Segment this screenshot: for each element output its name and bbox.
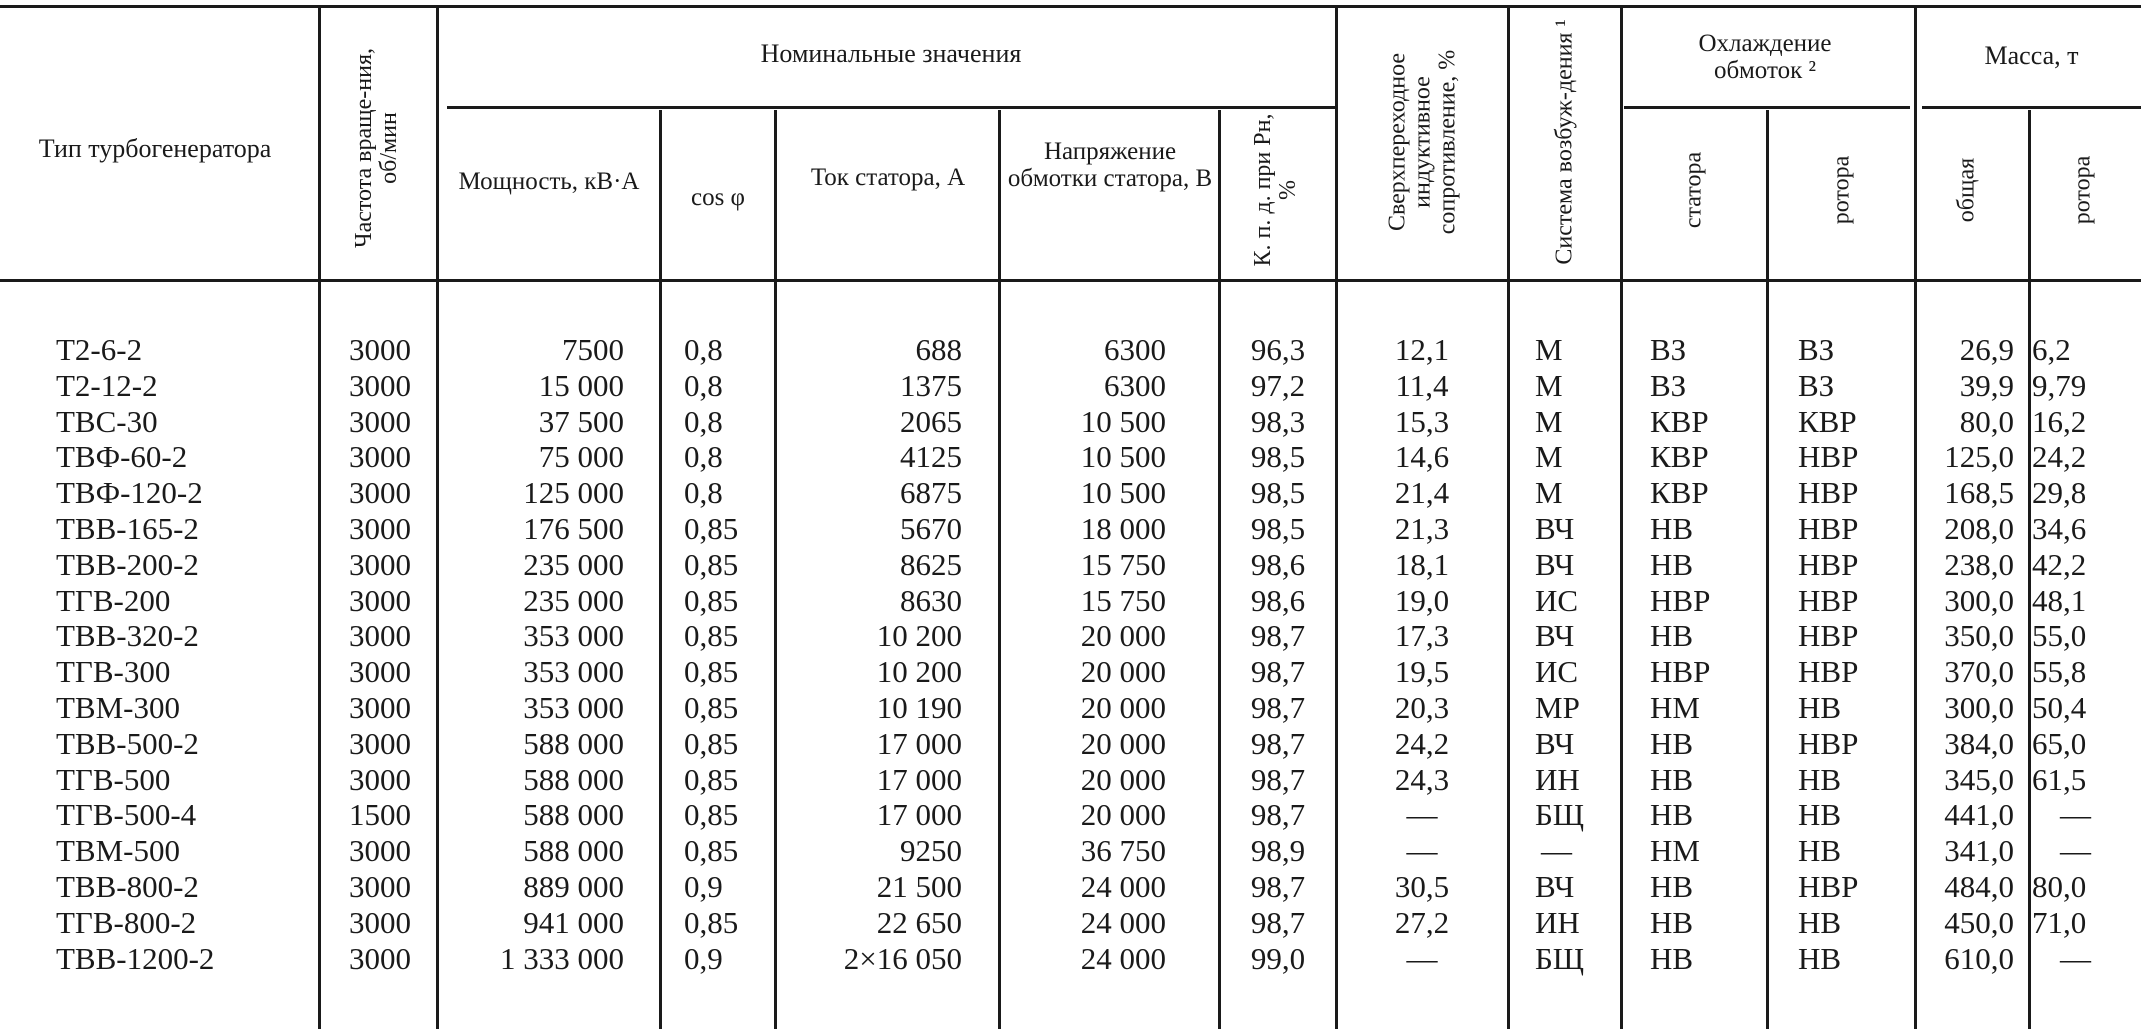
- header-cooling-group: Охлаждение обмоток ²: [1698, 30, 1832, 84]
- cell-current: 10 200: [876, 654, 962, 690]
- cell-power: 37 500: [538, 403, 624, 439]
- cell-efficiency: 98,9: [1250, 833, 1306, 869]
- cell-mass-rotor: 48,1: [2032, 582, 2087, 618]
- header-efficiency: К. п. д. при Pн, %: [1250, 113, 1301, 267]
- cell-current: 688: [915, 332, 962, 367]
- cell-current: 9250: [900, 833, 962, 869]
- cell-voltage: 20 000: [1080, 797, 1166, 833]
- cell-efficiency: 98,7: [1250, 904, 1306, 940]
- col-divider: [1218, 110, 1221, 1029]
- cell-cool-stator: НВР: [1650, 582, 1711, 618]
- cell-efficiency: 98,7: [1250, 869, 1306, 904]
- cell-type: ТГВ-200: [56, 582, 171, 618]
- cell-reactance: 14,6: [1394, 439, 1450, 475]
- cell-current: 22 650: [876, 904, 962, 940]
- cell-cool-stator: НВ: [1650, 546, 1694, 582]
- cell-mass-rotor: 65,0: [2032, 725, 2087, 761]
- cell-reactance: 24,3: [1394, 761, 1450, 797]
- header-cooling-stator: статора: [1680, 151, 1707, 229]
- cell-cool-rotor: НВР: [1798, 725, 1859, 761]
- cell-speed: 3000: [349, 439, 411, 475]
- col-divider: [436, 8, 439, 1029]
- cell-reactance: 18,1: [1394, 546, 1450, 582]
- cell-type: Т2-12-2: [56, 367, 158, 403]
- cell-speed: 3000: [349, 546, 411, 582]
- cell-power: 941 000: [523, 904, 624, 940]
- cell-cool-rotor: НВ: [1798, 690, 1842, 725]
- cell-excitation: ВЧ: [1535, 869, 1575, 904]
- cell-mass-total: 370,0: [1944, 654, 2014, 690]
- cell-mass-total: 345,0: [1944, 761, 2014, 797]
- cell-cos: 0,8: [684, 475, 723, 511]
- cell-cool-rotor: НВ: [1798, 904, 1842, 940]
- cell-efficiency: 98,7: [1250, 725, 1306, 761]
- cell-power: 353 000: [523, 618, 624, 654]
- cell-cos: 0,85: [684, 690, 739, 725]
- cell-speed: 3000: [349, 869, 411, 904]
- cell-cool-stator: НВ: [1650, 725, 1694, 761]
- cell-cool-stator: ВЗ: [1650, 332, 1687, 367]
- cell-cool-stator: КВР: [1650, 439, 1709, 475]
- cell-reactance: 24,2: [1394, 725, 1450, 761]
- cell-reactance: 27,2: [1394, 904, 1450, 940]
- cell-speed: 3000: [349, 761, 411, 797]
- cell-cool-stator: НМ: [1650, 833, 1700, 869]
- cell-excitation: МР: [1535, 690, 1580, 725]
- cell-cool-rotor: НВР: [1798, 439, 1859, 475]
- cell-reactance: 20,3: [1394, 690, 1450, 725]
- cell-mass-total: 441,0: [1944, 797, 2014, 833]
- header-excitation: Система возбуж-дения ¹: [1551, 19, 1578, 265]
- header-current: Ток статора, А: [810, 164, 966, 191]
- col-divider: [998, 110, 1001, 1029]
- cell-cos: 0,85: [684, 511, 739, 546]
- cell-cool-rotor: НВР: [1798, 511, 1859, 546]
- cell-cool-rotor: НВ: [1798, 797, 1842, 833]
- cell-reactance: 19,0: [1394, 582, 1450, 618]
- cell-type: Т2-6-2: [56, 332, 143, 367]
- header-type: Тип турбогенератора: [38, 134, 272, 163]
- cell-efficiency: 97,2: [1250, 367, 1306, 403]
- header-cooling-rotor: ротора: [1828, 155, 1855, 225]
- cell-current: 21 500: [876, 869, 962, 904]
- cell-cos: 0,9: [684, 940, 723, 976]
- cell-reactance: 30,5: [1394, 869, 1450, 904]
- cell-excitation: ИН: [1535, 761, 1580, 797]
- cell-excitation: ВЧ: [1535, 511, 1575, 546]
- cell-speed: 3000: [349, 725, 411, 761]
- cell-efficiency: 98,7: [1250, 761, 1306, 797]
- cell-voltage: 15 750: [1080, 582, 1166, 618]
- cell-current: 17 000: [876, 797, 962, 833]
- header-speed: Частота враще-ния, об/мин: [351, 47, 402, 249]
- cell-type: ТВВ-165-2: [56, 511, 199, 546]
- cell-voltage: 36 750: [1080, 833, 1166, 869]
- cell-cos: 0,85: [684, 618, 739, 654]
- cell-mass-rotor: —: [2060, 797, 2091, 833]
- cell-efficiency: 98,3: [1250, 403, 1306, 439]
- cell-power: 588 000: [523, 797, 624, 833]
- header-power: Мощность, кВ·А: [458, 168, 640, 195]
- cell-speed: 3000: [349, 833, 411, 869]
- cell-type: ТГВ-500: [56, 761, 171, 797]
- cell-power: 235 000: [523, 582, 624, 618]
- cell-cos: 0,8: [684, 403, 723, 439]
- cell-type: ТВВ-1200-2: [56, 940, 215, 976]
- cell-type: ТВВ-500-2: [56, 725, 199, 761]
- cell-mass-rotor: 55,0: [2032, 618, 2087, 654]
- cell-cool-rotor: НВР: [1798, 546, 1859, 582]
- cell-speed: 3000: [349, 367, 411, 403]
- cell-current: 1375: [900, 367, 962, 403]
- cell-power: 889 000: [523, 869, 624, 904]
- cell-mass-rotor: 80,0: [2032, 869, 2087, 904]
- cell-mass-rotor: 34,6: [2032, 511, 2087, 546]
- cell-current: 10 200: [876, 618, 962, 654]
- cell-power: 588 000: [523, 761, 624, 797]
- cell-type: ТВВ-200-2: [56, 546, 199, 582]
- cell-mass-total: 450,0: [1944, 904, 2014, 940]
- top-rule: [0, 5, 2141, 8]
- nominal-group-underline: [447, 106, 1335, 109]
- cell-cos: 0,85: [684, 654, 739, 690]
- cell-speed: 3000: [349, 403, 411, 439]
- cell-mass-rotor: 61,5: [2032, 761, 2087, 797]
- cell-power: 588 000: [523, 725, 624, 761]
- cell-mass-rotor: 16,2: [2032, 403, 2087, 439]
- col-divider: [1766, 110, 1769, 1029]
- cell-speed: 3000: [349, 654, 411, 690]
- cell-power: 15 000: [538, 367, 624, 403]
- cell-cool-rotor: НВ: [1798, 761, 1842, 797]
- cell-cos: 0,85: [684, 582, 739, 618]
- cell-mass-total: 384,0: [1944, 725, 2014, 761]
- cell-voltage: 20 000: [1080, 618, 1166, 654]
- cell-mass-total: 168,5: [1944, 475, 2014, 511]
- col-divider: [318, 8, 321, 1029]
- cell-mass-rotor: 29,8: [2032, 475, 2087, 511]
- cell-type: ТВВ-320-2: [56, 618, 199, 654]
- cell-current: 2065: [900, 403, 962, 439]
- col-divider: [1507, 8, 1510, 1029]
- header-voltage: Напряжение обмотки статора, В: [1007, 138, 1213, 192]
- cell-current: 2×16 050: [843, 940, 962, 976]
- cell-type: ТВВ-800-2: [56, 869, 199, 904]
- cell-cos: 0,8: [684, 332, 723, 367]
- cell-cool-stator: НВ: [1650, 869, 1694, 904]
- cell-current: 10 190: [876, 690, 962, 725]
- cell-excitation: ИС: [1535, 582, 1579, 618]
- cell-type: ТВФ-60-2: [56, 439, 188, 475]
- cell-power: 125 000: [523, 475, 624, 511]
- cell-efficiency: 98,6: [1250, 546, 1306, 582]
- cell-cool-rotor: НВ: [1798, 940, 1842, 976]
- cell-excitation: М: [1535, 475, 1563, 511]
- cell-mass-rotor: —: [2060, 833, 2091, 869]
- cell-voltage: 24 000: [1080, 904, 1166, 940]
- cell-efficiency: 98,6: [1250, 582, 1306, 618]
- cell-cool-stator: КВР: [1650, 403, 1709, 439]
- cell-mass-total: 208,0: [1944, 511, 2014, 546]
- cell-power: 235 000: [523, 546, 624, 582]
- cell-voltage: 6300: [1104, 332, 1166, 367]
- cell-reactance: 21,3: [1394, 511, 1450, 546]
- cell-type: ТВФ-120-2: [56, 475, 203, 511]
- cell-speed: 1500: [349, 797, 411, 833]
- cell-cool-rotor: НВР: [1798, 475, 1859, 511]
- cell-excitation: М: [1535, 403, 1563, 439]
- col-divider: [774, 110, 777, 1029]
- cell-reactance: —: [1406, 940, 1438, 976]
- cell-efficiency: 98,5: [1250, 511, 1306, 546]
- cell-type: ТГВ-500-4: [56, 797, 197, 833]
- cell-cos: 0,8: [684, 439, 723, 475]
- cell-mass-rotor: 6,2: [2032, 332, 2071, 367]
- cell-mass-total: 300,0: [1944, 582, 2014, 618]
- cell-excitation: ВЧ: [1535, 546, 1575, 582]
- cell-cool-rotor: НВР: [1798, 582, 1859, 618]
- cell-efficiency: 98,7: [1250, 654, 1306, 690]
- cell-voltage: 10 500: [1080, 475, 1166, 511]
- cell-mass-total: 80,0: [1959, 403, 2014, 439]
- cell-cos: 0,85: [684, 797, 739, 833]
- cell-voltage: 10 500: [1080, 439, 1166, 475]
- cell-efficiency: 96,3: [1250, 332, 1306, 367]
- cell-cool-rotor: КВР: [1798, 403, 1857, 439]
- cell-cos: 0,9: [684, 869, 723, 904]
- cell-reactance: —: [1406, 833, 1438, 869]
- cell-cool-stator: НВ: [1650, 511, 1694, 546]
- cell-type: ТГВ-300: [56, 654, 171, 690]
- cell-voltage: 20 000: [1080, 725, 1166, 761]
- cell-speed: 3000: [349, 582, 411, 618]
- cell-reactance: 17,3: [1394, 618, 1450, 654]
- col-divider: [1620, 8, 1623, 1029]
- cell-cool-rotor: ВЗ: [1798, 367, 1835, 403]
- cell-excitation: ИС: [1535, 654, 1579, 690]
- cell-type: ТГВ-800-2: [56, 904, 197, 940]
- cell-reactance: 19,5: [1394, 654, 1450, 690]
- cell-mass-total: 610,0: [1944, 940, 2014, 976]
- cell-voltage: 10 500: [1080, 403, 1166, 439]
- cell-current: 5670: [900, 511, 962, 546]
- cell-mass-total: 26,9: [1959, 332, 2014, 367]
- cell-cool-stator: НВ: [1650, 904, 1694, 940]
- header-mass-total: общая: [1953, 157, 1980, 223]
- cell-speed: 3000: [349, 690, 411, 725]
- cell-cos: 0,85: [684, 761, 739, 797]
- cell-cool-stator: НВ: [1650, 618, 1694, 654]
- cell-excitation: БЩ: [1535, 797, 1585, 833]
- cell-voltage: 18 000: [1080, 511, 1166, 546]
- cell-mass-rotor: 55,8: [2032, 654, 2087, 690]
- cell-power: 588 000: [523, 833, 624, 869]
- cell-cos: 0,85: [684, 833, 739, 869]
- header-mass-rotor: ротора: [2069, 155, 2096, 225]
- cell-excitation: М: [1535, 439, 1563, 475]
- cell-power: 353 000: [523, 690, 624, 725]
- cell-current: 8630: [900, 582, 962, 618]
- cell-cool-stator: НВР: [1650, 654, 1711, 690]
- cell-voltage: 20 000: [1080, 690, 1166, 725]
- cell-cool-rotor: НВР: [1798, 618, 1859, 654]
- cell-speed: 3000: [349, 940, 411, 976]
- cell-speed: 3000: [349, 332, 411, 367]
- cell-efficiency: 98,7: [1250, 690, 1306, 725]
- cell-type: ТВС-30: [56, 403, 158, 439]
- cell-reactance: 12,1: [1394, 332, 1450, 367]
- cell-cool-rotor: НВ: [1798, 833, 1842, 869]
- cell-voltage: 15 750: [1080, 546, 1166, 582]
- cell-mass-rotor: 50,4: [2032, 690, 2087, 725]
- cell-cos: 0,85: [684, 725, 739, 761]
- cell-excitation: БЩ: [1535, 940, 1585, 976]
- cell-excitation: —: [1541, 833, 1572, 869]
- cell-cool-stator: НВ: [1650, 797, 1694, 833]
- cell-cool-stator: НМ: [1650, 690, 1700, 725]
- col-divider: [2028, 110, 2031, 1029]
- cell-power: 353 000: [523, 654, 624, 690]
- header-reactance: Сверхпереходное индуктивное сопротивление, %: [1384, 49, 1461, 235]
- cell-power: 7500: [562, 332, 624, 367]
- cell-voltage: 20 000: [1080, 761, 1166, 797]
- header-nominal-group: Номинальные значения: [760, 39, 1022, 68]
- cell-current: 17 000: [876, 761, 962, 797]
- cell-cool-stator: НВ: [1650, 940, 1694, 976]
- cell-cool-rotor: ВЗ: [1798, 332, 1835, 367]
- cell-excitation: ВЧ: [1535, 725, 1575, 761]
- cell-voltage: 24 000: [1080, 940, 1166, 976]
- header-mass-group: Масса, т: [1984, 41, 2079, 70]
- cell-current: 6875: [900, 475, 962, 511]
- cell-reactance: —: [1406, 797, 1438, 833]
- cell-mass-rotor: 9,79: [2032, 367, 2087, 403]
- cell-voltage: 6300: [1104, 367, 1166, 403]
- cell-power: 176 500: [523, 511, 624, 546]
- cell-excitation: ВЧ: [1535, 618, 1575, 654]
- col-divider: [659, 110, 662, 1029]
- cell-mass-rotor: 24,2: [2032, 439, 2087, 475]
- cell-cos: 0,85: [684, 546, 739, 582]
- header-bottom-rule: [0, 279, 2141, 282]
- cell-excitation: ИН: [1535, 904, 1580, 940]
- cell-speed: 3000: [349, 475, 411, 511]
- cell-current: 4125: [900, 439, 962, 475]
- cell-efficiency: 98,5: [1250, 439, 1306, 475]
- mass-group-underline: [1922, 106, 2141, 109]
- cell-speed: 3000: [349, 618, 411, 654]
- header-cos: cos φ: [690, 184, 745, 211]
- cell-mass-rotor: —: [2060, 940, 2091, 976]
- cell-mass-total: 238,0: [1944, 546, 2014, 582]
- cell-mass-total: 300,0: [1944, 690, 2014, 725]
- cell-reactance: 15,3: [1394, 403, 1450, 439]
- cooling-group-underline: [1624, 106, 1910, 109]
- cell-excitation: М: [1535, 332, 1563, 367]
- cell-current: 17 000: [876, 725, 962, 761]
- cell-reactance: 11,4: [1395, 367, 1449, 403]
- cell-cos: 0,85: [684, 904, 739, 940]
- cell-power: 75 000: [538, 439, 624, 475]
- cell-mass-total: 350,0: [1944, 618, 2014, 654]
- col-divider: [1335, 8, 1338, 1029]
- cell-voltage: 20 000: [1080, 654, 1166, 690]
- cell-efficiency: 98,7: [1250, 618, 1306, 654]
- cell-cool-stator: КВР: [1650, 475, 1709, 511]
- cell-speed: 3000: [349, 511, 411, 546]
- cell-cool-rotor: НВР: [1798, 869, 1859, 904]
- cell-cool-rotor: НВР: [1798, 654, 1859, 690]
- col-divider: [1914, 8, 1917, 1029]
- cell-efficiency: 98,5: [1250, 475, 1306, 511]
- cell-mass-total: 39,9: [1959, 367, 2014, 403]
- cell-speed: 3000: [349, 904, 411, 940]
- cell-current: 8625: [900, 546, 962, 582]
- cell-efficiency: 99,0: [1250, 940, 1306, 976]
- cell-reactance: 21,4: [1394, 475, 1450, 511]
- cell-mass-total: 341,0: [1944, 833, 2014, 869]
- cell-mass-total: 125,0: [1944, 439, 2014, 475]
- cell-type: ТВМ-500: [56, 833, 180, 869]
- cell-cool-stator: НВ: [1650, 761, 1694, 797]
- cell-type: ТВМ-300: [56, 690, 180, 725]
- cell-mass-rotor: 71,0: [2032, 904, 2087, 940]
- cell-efficiency: 98,7: [1250, 797, 1306, 833]
- cell-cos: 0,8: [684, 367, 723, 403]
- cell-voltage: 24 000: [1080, 869, 1166, 904]
- cell-power: 1 333 000: [500, 940, 624, 976]
- cell-mass-rotor: 42,2: [2032, 546, 2087, 582]
- cell-excitation: М: [1535, 367, 1563, 403]
- cell-mass-total: 484,0: [1944, 869, 2014, 904]
- cell-cool-stator: ВЗ: [1650, 367, 1687, 403]
